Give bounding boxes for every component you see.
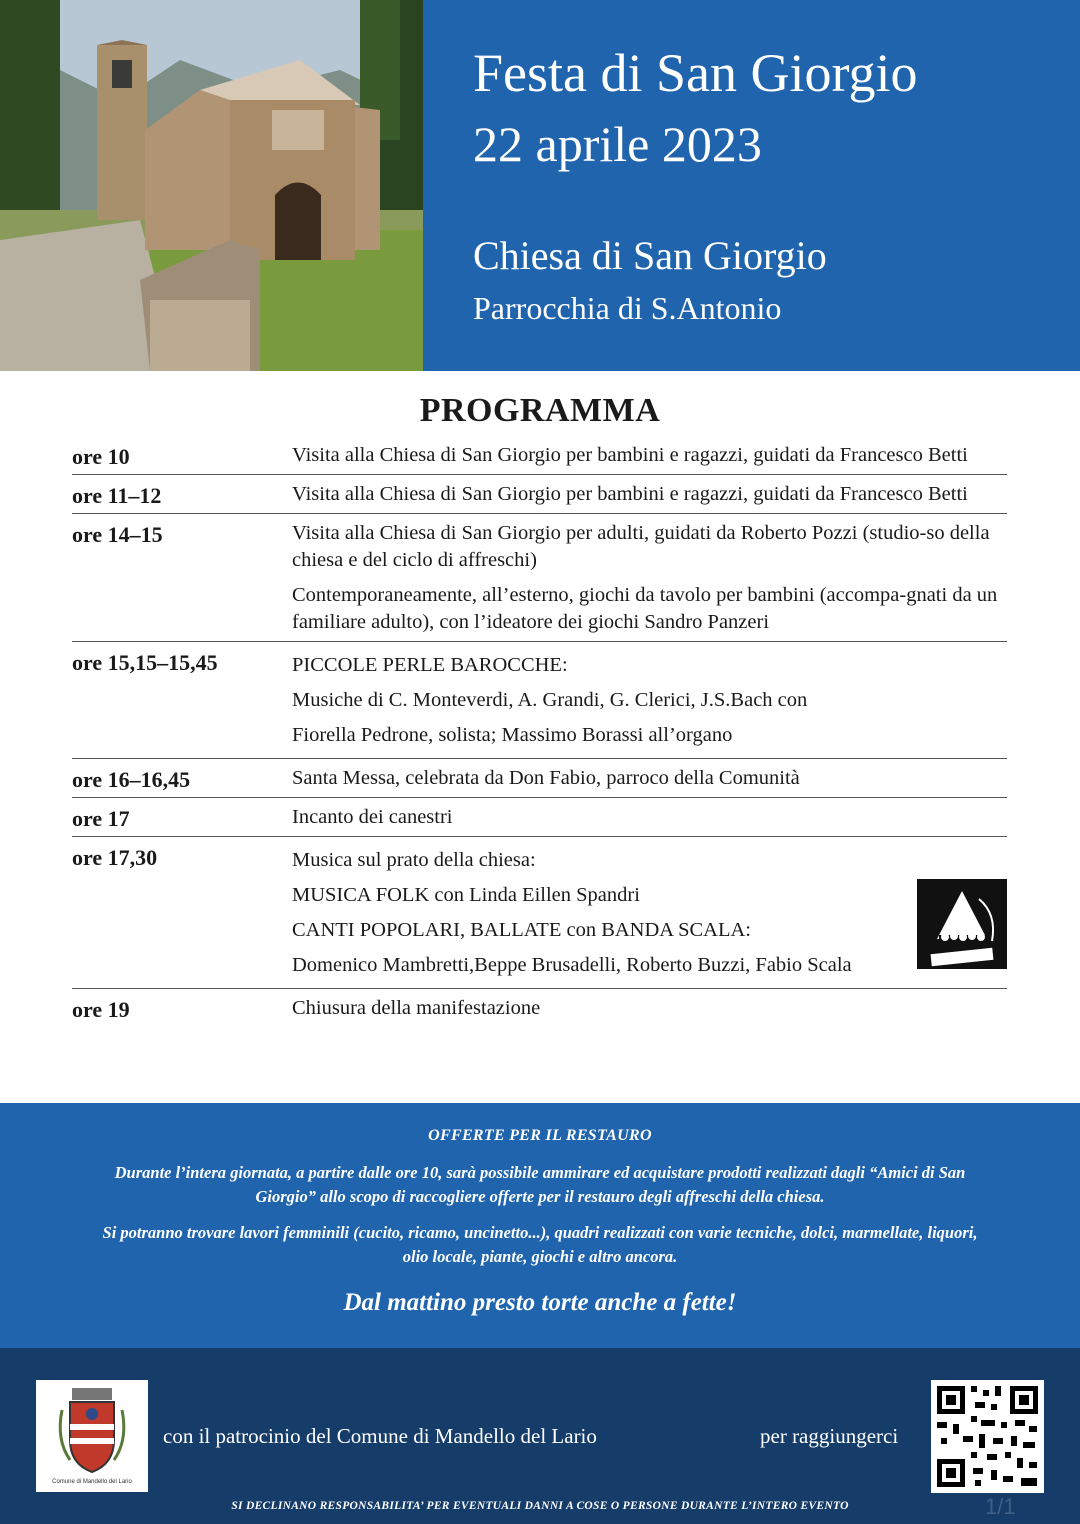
crest-caption: Comune di Mandello del Lario <box>52 1479 132 1485</box>
reach-label: per raggiungerci <box>760 1424 899 1448</box>
program-description <box>292 995 1007 1022</box>
program-row <box>72 989 1007 1027</box>
program-time: ore 14–15 <box>72 522 163 547</box>
offers-paragraph: Si potranno trovare lavori femminili (cucito, ricamo, uncinetto...), quadri realizzati con varie tecniche, dolci, marmellate, liquori, olio locale, piante, giochi e altro ancora. <box>102 1223 978 1266</box>
program-description <box>292 843 1007 983</box>
program-line: Santa Messa, celebrata da Don Fabio, parroco della Comunità <box>292 767 800 789</box>
program-description <box>292 481 1007 508</box>
program-description <box>292 804 1007 831</box>
program-line: Contemporaneamente, all’esterno, giochi da tavolo per bambini (accompa-gnati da un familiare adulto), con l’ideatore dei giochi Sandro Panzeri <box>292 584 998 633</box>
program-line: Domenico Mambretti,Beppe Brusadelli, Roberto Buzzi, Fabio Scala <box>292 954 852 976</box>
footer-band <box>0 1348 1080 1524</box>
program-time: ore 10 <box>72 444 130 469</box>
parish-name: Parrocchia di S.Antonio <box>473 290 782 326</box>
program-time: ore 17 <box>72 806 130 831</box>
program-line: PICCOLE PERLE BAROCCHE: <box>292 654 568 676</box>
program-description <box>292 442 1007 469</box>
program-line: Incanto dei canestri <box>292 806 453 828</box>
program-description <box>292 648 1007 753</box>
church-illustration <box>0 0 423 371</box>
program-line: CANTI POPOLARI, BALLATE con BANDA SCALA: <box>292 919 751 941</box>
program-row <box>72 837 1007 989</box>
qr-code[interactable] <box>931 1380 1044 1493</box>
patronage-text: con il patrocinio del Comune di Mandello del Lario <box>163 1424 597 1448</box>
event-title: Festa di San Giorgio <box>473 43 918 103</box>
program-line: Chiusura della manifestazione <box>292 997 541 1019</box>
program-time: ore 19 <box>72 997 130 1022</box>
qr-code-icon <box>931 1380 1044 1493</box>
banda-scala-icon <box>917 879 1007 969</box>
offers-paragraph: Durante l’intera giornata, a partire dalle ore 10, sarà possibile ammirare ed acquistare prodotti realizzati dagli “Amici di San Giorgio” allo scopo di raccogliere offerte per il restauro degli affreschi della chiesa. <box>114 1163 966 1206</box>
program-row <box>72 759 1007 798</box>
program-title: PROGRAMMA <box>419 392 661 429</box>
program-row <box>72 798 1007 837</box>
crest-icon <box>36 1380 148 1492</box>
page-indicator: 1/1 <box>985 1494 1016 1519</box>
program-table <box>72 436 1007 1027</box>
program-row <box>72 514 1007 642</box>
program-description <box>292 765 1007 792</box>
program-row <box>72 475 1007 514</box>
offers-band <box>0 1103 1080 1348</box>
offers-cake-line: Dal mattino presto torte anche a fette! <box>343 1289 737 1316</box>
program-time: ore 15,15–15,45 <box>72 650 218 675</box>
program-line: Visita alla Chiesa di San Giorgio per bambini e ragazzi, guidati da Francesco Betti <box>292 444 968 466</box>
disclaimer: SI DECLINANO RESPONSABILITA’ PER EVENTUALI DANNI A COSE O PERSONE DURANTE L’INTERO EVENTO <box>231 1500 849 1512</box>
program-line: Musica sul prato della chiesa: <box>292 849 536 871</box>
program-line: Visita alla Chiesa di San Giorgio per bambini e ragazzi, guidati da Francesco Betti <box>292 483 968 505</box>
program-line: MUSICA FOLK con Linda Eillen Spandri <box>292 884 640 906</box>
program-line: Fiorella Pedrone, solista; Massimo Borassi all’organo <box>292 724 733 746</box>
program-description <box>292 520 1007 636</box>
program-row <box>72 436 1007 475</box>
event-date: 22 aprile 2023 <box>473 116 762 172</box>
church-photo <box>0 0 423 371</box>
program-line: Visita alla Chiesa di San Giorgio per adulti, guidati da Roberto Pozzi (studio-so della chiesa e del ciclo di affreschi) <box>292 522 990 571</box>
program-line: Musiche di C. Monteverdi, A. Grandi, G. Clerici, J.S.Bach con <box>292 689 808 711</box>
church-name: Chiesa di San Giorgio <box>473 233 827 278</box>
municipality-crest <box>36 1380 148 1492</box>
program-time: ore 16–16,45 <box>72 767 191 792</box>
banda-scala-logo <box>917 879 1007 969</box>
program-time: ore 17,30 <box>72 845 158 870</box>
program-time: ore 11–12 <box>72 483 162 508</box>
program-row <box>72 642 1007 759</box>
header-band <box>423 0 1080 371</box>
offers-heading: OFFERTE PER IL RESTAURO <box>428 1127 652 1144</box>
